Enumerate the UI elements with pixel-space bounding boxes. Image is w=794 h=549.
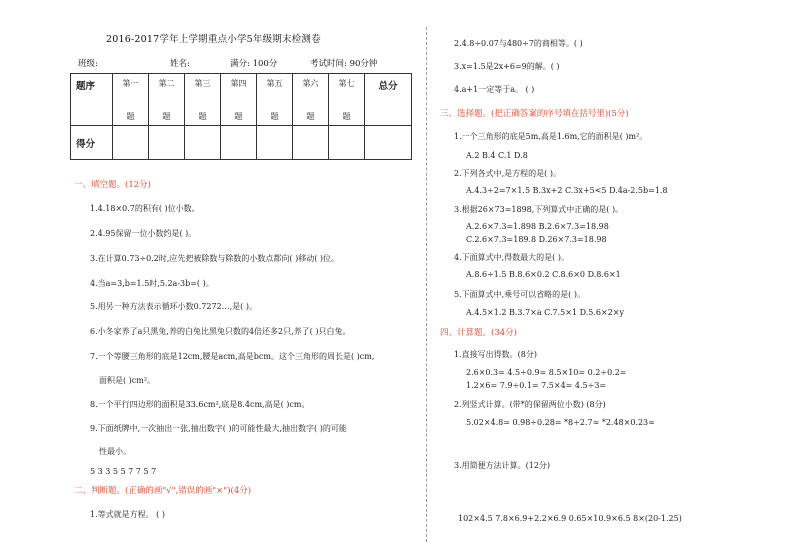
score-cell[interactable]	[149, 126, 185, 160]
options: A.2 B.4 C.1 D.8	[466, 151, 528, 160]
question: 1.一个三角形的底是5m,高是1.6m,它的面积是( )m²。	[454, 132, 648, 141]
question: 1.4.18×0.7的积有( )位小数。	[90, 204, 200, 213]
question: 4.a+1一定等于a。 ( )	[454, 85, 535, 94]
question: 面积是( )cm²。	[99, 376, 156, 385]
score-cell[interactable]	[257, 126, 293, 160]
row-label-order: 题序	[71, 74, 113, 126]
class-label: 班级:	[78, 59, 98, 69]
col-7: 第七 题	[329, 74, 365, 126]
score-cell[interactable]	[293, 126, 329, 160]
options: A.4.3÷2=7×1.5 B.3x+2 C.3x+5<5 D.4a-2.5b=1.8	[466, 186, 668, 195]
question: 7.一个等腰三角形的底是12cm,腰是acm,高是bcm。这个三角形的周长是( )cm,	[90, 352, 375, 361]
exam-title: 2016-2017学年上学期重点小学5年级期末检测卷	[106, 34, 321, 45]
section-true-false: 二、判断题。(正确的画"√",错误的画"×")(4分)	[74, 486, 252, 496]
question: 2.4.95保留一位小数约是( )。	[90, 229, 197, 238]
col-4: 第四 题	[221, 74, 257, 126]
score-cell[interactable]	[365, 126, 412, 160]
question: 6.小冬家养了a只黑兔,养的白兔比黑兔只数的4倍还多2只,养了( )只白兔。	[90, 327, 351, 336]
question: 性最小。	[99, 447, 131, 456]
section-fill-blank: 一、填空题。(12分)	[74, 180, 151, 190]
col-total: 总分	[365, 74, 412, 126]
page-divider	[426, 27, 427, 542]
exam-time-label: 考试时间: 90分钟	[310, 59, 378, 69]
calc-row: 102×4.5 7.8×6.9+2.2×6.9 0.65×10.9×6.5 8×(20-1.25)	[458, 514, 682, 523]
question: 5.下面算式中,乘号可以省略的是( )。	[454, 290, 585, 299]
calc-row: 2.6×0.3= 4.5÷0.9= 8.5×10= 0.2÷0.2=	[466, 368, 627, 377]
full-score-label: 满分: 100分	[230, 59, 278, 69]
question: 3.x=1.5是2x+6=9的解。( )	[454, 62, 560, 71]
score-cell[interactable]	[185, 126, 221, 160]
question: 1.等式就是方程。 ( )	[90, 510, 165, 519]
question: 9.下面纸牌中,一次抽出一张,抽出数字( )的可能性最大,抽出数字( )的可能	[90, 424, 347, 433]
col-5: 第五 题	[257, 74, 293, 126]
calc-row: 1.2×6= 7.9÷0.1= 7.5×4= 4.5÷3=	[466, 381, 607, 390]
score-cell[interactable]	[221, 126, 257, 160]
question: 8.一个平行四边形的面积是33.6cm²,底是8.4cm,高是( )cm。	[90, 400, 310, 409]
score-table	[70, 73, 412, 160]
question: 3.根据26×73=1898,下列算式中正确的是( )。	[454, 205, 624, 214]
name-label: 姓名:	[170, 59, 190, 69]
question: 5.用另一种方法表示循环小数0.7272…,是( )。	[90, 302, 257, 311]
col-6: 第六 题	[293, 74, 329, 126]
section-calculation: 四、计算题。(34分)	[440, 328, 517, 338]
question: 2.列竖式计算。(带*的保留两位小数) (8分)	[454, 400, 606, 409]
section-choice: 三、选择题。(把正确答案的序号填在括号里)(5分)	[440, 109, 629, 119]
calc-row: 5.02×4.8= 0.98÷0.28= *8÷2.7≈ *2.48×0.23≈	[466, 418, 655, 427]
row-label-score: 得分	[71, 126, 113, 160]
options: A.4.5×1.2 B.3.7×a C.7.5×1 D.5.6×2×y	[466, 308, 625, 317]
score-cell[interactable]	[329, 126, 365, 160]
col-1: 第一 题	[113, 74, 149, 126]
card-numbers: 5 3 3 5 5 7 7 5 7	[90, 467, 157, 476]
question: 2.下列各式中,是方程的是( )。	[454, 169, 561, 178]
col-2: 第二 题	[149, 74, 185, 126]
question: 3.在计算0.73÷0.2时,应先把被除数与除数的小数点都向( )移动( )位。	[90, 254, 339, 263]
col-3: 第三 题	[185, 74, 221, 126]
options: C.2.6×7.3=189.8 D.26×7.3=18.98	[466, 235, 607, 244]
question: 2.4.8÷0.07与480÷7的商相等。( )	[454, 39, 583, 48]
question: 3.用简便方法计算。(12分)	[454, 461, 551, 470]
question: 4.下面算式中,得数最大的是( )。	[454, 253, 569, 262]
options: A.2.6×7.3=1.898 B.2.6×7.3=18.98	[466, 222, 609, 231]
question: 1.直接写出得数。(8分)	[454, 350, 537, 359]
question: 4.当a=3,b=1.5时,5.2a-3b=( )。	[90, 279, 214, 288]
options: A.8.6÷1.5 B.8.6×0.2 C.8.6×0 D.8.6×1	[466, 270, 621, 279]
score-cell[interactable]	[113, 126, 149, 160]
